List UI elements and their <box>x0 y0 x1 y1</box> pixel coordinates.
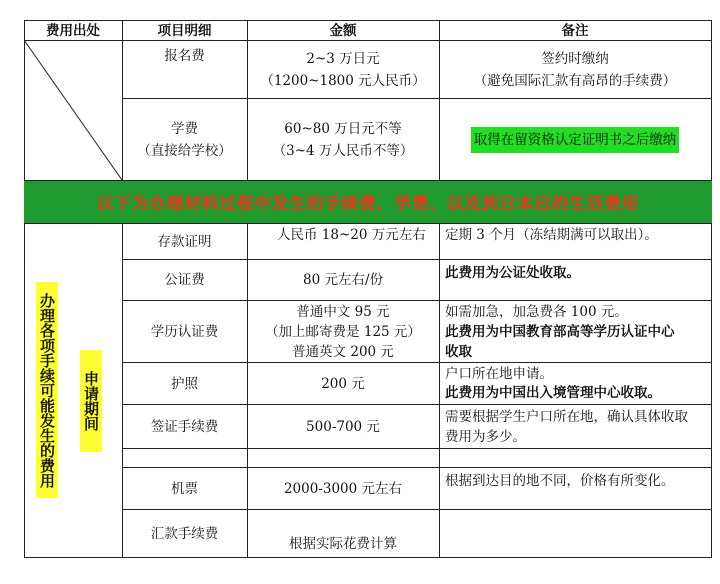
item-text: 机票 <box>171 480 198 497</box>
item-text: 存款证明 <box>157 233 212 250</box>
amount-remittance-fee <box>247 510 439 557</box>
grid-line <box>122 448 712 449</box>
note-tuition <box>439 99 711 180</box>
amount-line: 200 元 <box>321 375 365 392</box>
amount-line: 60~80 万日元不等 <box>284 120 402 137</box>
item-text: 公证费 <box>164 272 205 288</box>
amount-degree-verification-fee <box>247 301 439 362</box>
note-line: 户口所在地申请。 <box>445 365 553 382</box>
grid-line <box>24 557 712 558</box>
header-source: 费用出处 <box>46 22 100 39</box>
item-text: （直接给学校） <box>137 142 232 159</box>
header-amount: 金额 <box>329 22 357 39</box>
item-text: 护照 <box>171 375 198 392</box>
item-text: 学历认证费 <box>150 323 219 340</box>
item-remittance-fee <box>122 510 247 557</box>
side-label-application: 申请期间 <box>80 350 102 452</box>
item-tuition <box>122 99 247 180</box>
note-line-bold: 收取 <box>445 343 472 360</box>
amount-line: （加上邮寄费是 125 元） <box>265 323 421 340</box>
item-deposit-certificate <box>122 224 247 259</box>
amount-airfare <box>247 468 439 509</box>
note-line: （避免国际汇款有高昂的手续费） <box>473 72 677 89</box>
item-text: 报名费 <box>164 48 205 64</box>
item-text: 学费 <box>171 120 198 137</box>
item-text: 汇款手续费 <box>150 525 219 542</box>
note-visa-fee <box>439 405 711 448</box>
note-passport <box>439 363 711 404</box>
amount-line: 80 元左右/份 <box>302 272 384 288</box>
amount-tuition <box>247 99 439 180</box>
note-highlight: 取得在留资格认定证明书之后缴纳 <box>471 127 680 153</box>
amount-line: 人民币 18~20 万元左右 <box>277 227 426 243</box>
item-notary-fee <box>122 260 247 300</box>
note-registration-fee <box>439 41 711 98</box>
diagonal-line <box>24 40 122 180</box>
item-registration-fee <box>122 41 247 85</box>
grid-line <box>711 20 712 180</box>
note-line-bold: 此费用为公证处收取。 <box>445 265 580 281</box>
amount-line: 普通中文 95 元 <box>296 303 390 320</box>
item-airfare <box>122 468 247 509</box>
note-deposit-certificate <box>439 224 711 259</box>
header-item: 项目明细 <box>157 22 212 39</box>
note-line-bold: 此费用为中国出入境管理中心收取。 <box>445 384 661 401</box>
note-notary-fee <box>439 260 711 300</box>
header-note: 备注 <box>561 22 589 39</box>
amount-line: （3~4 万人民币不等） <box>272 142 414 159</box>
amount-line: 500-700 元 <box>306 418 380 435</box>
amount-deposit-certificate <box>247 224 439 259</box>
amount-line: （1200~1800 元人民币） <box>260 72 426 89</box>
banner-text: 以下为办理材料过程中发生的手续费、学费、以及到日本后的生活费用 <box>96 193 640 213</box>
grid-line <box>24 223 25 558</box>
item-text: 签证手续费 <box>150 418 219 435</box>
grid-line <box>24 180 712 181</box>
note-line: 如需加急，加急费各 100 元。 <box>445 303 628 320</box>
amount-registration-fee <box>247 41 439 98</box>
note-line: 费用为多少。 <box>445 428 526 445</box>
section-banner <box>24 180 712 223</box>
amount-passport <box>247 363 439 404</box>
item-passport <box>122 363 247 404</box>
fee-table <box>24 20 712 558</box>
amount-line: 普通英文 200 元 <box>292 343 394 360</box>
note-airfare <box>439 468 711 509</box>
amount-line: 根据实际花费计算 <box>289 536 397 552</box>
amount-line: 2~3 万日元 <box>306 50 380 67</box>
note-remittance-fee <box>439 510 711 557</box>
note-line: 定期 3 个月（冻结期满可以取出）。 <box>445 227 658 243</box>
note-degree-verification-fee <box>439 301 711 362</box>
item-visa-fee <box>122 405 247 448</box>
note-line-bold: 此费用为中国教育部高等学历认证中心 <box>445 323 675 340</box>
amount-visa-fee <box>247 405 439 448</box>
grid-line <box>711 223 712 558</box>
amount-notary-fee <box>247 260 439 300</box>
side-label-fees: 办理各项手续可能发生的费用 <box>36 282 58 498</box>
note-line: 需要根据学生户口所在地，确认具体收取 <box>445 408 688 425</box>
item-degree-verification-fee <box>122 301 247 362</box>
amount-line: 2000-3000 元左右 <box>283 480 403 497</box>
note-line: 根据到达目的地不同，价格有所变化。 <box>445 473 675 489</box>
note-line: 签约时缴纳 <box>541 50 609 67</box>
